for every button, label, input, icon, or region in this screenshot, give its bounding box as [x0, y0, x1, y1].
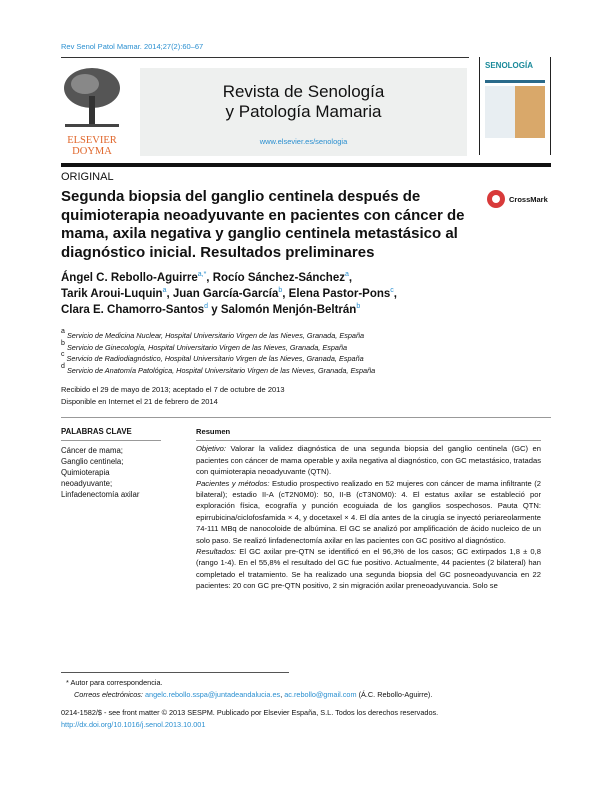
- journal-citation: Rev Senol Patol Mamar. 2014;27(2):60–67: [61, 42, 204, 51]
- journal-banner: [140, 68, 467, 156]
- author: Rocío Sánchez-Sánchez: [212, 272, 345, 284]
- author: Juan García-García: [172, 288, 279, 300]
- email-link[interactable]: angelc.rebollo.sspa@juntadeandalucia.es: [144, 690, 281, 699]
- article-dates: [61, 384, 551, 407]
- copyright: 0214-1582/$ - see front matter © 2013 SESPM. Publicado por Elsevier España, S.L. Todos los derechos reservados.: [61, 708, 439, 717]
- author-affiliation-mark[interactable]: c: [390, 287, 394, 294]
- author: Clara E. Chamorro-Santos: [61, 304, 205, 316]
- footer: [61, 707, 438, 730]
- author: Elena Pastor-Pons: [288, 288, 391, 300]
- author: Ángel C. Rebollo-Aguirre: [61, 272, 198, 284]
- keyword: Ganglio centinela;: [61, 457, 124, 466]
- divider: [61, 672, 289, 673]
- abstract-heading: Resumen: [196, 427, 231, 436]
- affiliations: [61, 330, 551, 376]
- author-affiliation-mark[interactable]: d: [204, 303, 209, 310]
- doi-link[interactable]: http://dx.doi.org/10.1016/j.senol.2013.10.001: [61, 719, 206, 729]
- author-list: Ángel C. Rebollo-Aguirre$^{a,*}$, Rocío Sánchez-Sánchez$^a$, Tarik Aroui-Luquin$^a$, Juan García-García$^b$, Elena Pastor-Pons$^c$, Clara E. Chamorro-Santos$^d$ y Salomón Menjón-Beltrán$^b$: [61, 271, 397, 316]
- crossmark-icon: [486, 189, 506, 209]
- keywords-heading: PALABRAS CLAVE: [61, 427, 132, 436]
- article-title: Segunda biopsia del ganglio centinela después de quimioterapia neoadyuvante en pacientes con cáncer de mama, axila negativa y ganglio centinela metastásico al diagnóstico inicial. Resultados preliminares: [61, 188, 465, 261]
- keywords: [61, 426, 161, 592]
- article-section: ORIGINAL: [61, 171, 114, 183]
- author-affiliation-mark[interactable]: a: [344, 271, 349, 278]
- keyword: Cáncer de mama;: [61, 446, 123, 455]
- elsevier-logo: [61, 66, 123, 158]
- affiliation: $^b$ Servicio de Ginecología, Hospital Universitario Virgen de las Nieves, Granada, España: [61, 339, 348, 352]
- author-affiliation-mark[interactable]: a,*: [197, 271, 207, 278]
- journal-cover: [479, 57, 551, 155]
- crossmark-button[interactable]: [486, 189, 548, 209]
- abstract-section: Resultados: El GC axilar pre-QTN se identificó en el 96,3% de los casos; GC extirpados 1,8 ± 0,8 (rango 1-4). En el 55,8% el resultado del GC fue positivo. Actualmente, 44 pacientes (2 bilateral) han completado el tratamiento. Se ha realizado una segunda biopsia del GC posneoadyuvancia en 22 pacientes: 20 con GC pre-QTN positivo, 2 sin migración axilar preneoadyuvancia. Solo se: [196, 547, 541, 591]
- affiliation: $^a$ Servicio de Medicina Nuclear, Hospital Universitario Virgen de las Nieves, Granada, España: [61, 328, 365, 340]
- header-bar: [61, 163, 551, 167]
- article-front-matter: [61, 171, 551, 592]
- footnote-text: Autor para correspondencia.: [70, 678, 163, 687]
- keyword: Linfadenectomía axilar: [61, 490, 140, 499]
- cover-title: SENOLOGÍA: [485, 61, 534, 70]
- divider: [61, 57, 469, 58]
- author: Salomón Menjón-Beltrán: [220, 304, 357, 316]
- author-affiliation-mark[interactable]: b: [278, 287, 283, 294]
- online-date: Disponible en Internet el 21 de febrero de 2014: [61, 396, 218, 406]
- affiliation: $^d$ Servicio de Anatomía Patológica, Hospital Universitario Virgen de las Nieves, Granada, España: [61, 362, 376, 375]
- tree-icon: [61, 66, 123, 130]
- abstract-section: Objetivo: Valorar la validez diagnóstica de una segunda biopsia del ganglio centinela (GC) en pacientes con cáncer de mama operable y axila negativa al diagnóstico, con GC metastásico, tratadas con quimioterapia neoadyuvante (QTN).: [196, 444, 541, 477]
- logo-text: ELSEVIER DOYMA: [67, 135, 117, 157]
- crossmark-label: CrossMark: [509, 194, 548, 204]
- abstract-section: Pacientes y métodos: Estudio prospectivo realizado en 52 mujeres con cáncer de mama infiltrante (2 bilateral); estadio II-A (cT2N0M0): 50, II-B (cT3N0M0): 4. El estatus axilar se estableció por exploración física, ecografía y punción ecoguiada de los ganglios sospechosos. Pauta QTN: epirrubicina/ciclofosfamida × 4, y docetaxel × 4. El día antes de la cirugía se inyectó periareolarmente 74-111 MBq de nanocoloide de albúmina. El GC se analizó por amplificación de ácido nucleico de un solo paso. Se realizó linfadenectomía axilar en las pacientes con GC positivo al diagnóstico.: [196, 478, 541, 545]
- journal-url[interactable]: www.elsevier.es/senologia: [259, 137, 348, 146]
- keyword: Quimioterapia neoadyuvante;: [61, 468, 113, 488]
- footnote: * Autor para correspondencia. Correos electrónicos: angelc.rebollo.sspa@juntadeandalucia.es, ac.rebollo@gmail.com (Á.C. Rebollo-Aguirre).: [66, 678, 433, 699]
- divider: [61, 417, 551, 418]
- affiliation: $^c$ Servicio de Radiodiagnóstico, Hospital Universitario Virgen de las Nieves, Granada, España: [61, 351, 364, 363]
- email-link[interactable]: ac.rebollo@gmail.com: [284, 690, 357, 699]
- author-affiliation-mark[interactable]: a: [162, 287, 167, 294]
- author-affiliation-mark[interactable]: b: [356, 303, 361, 310]
- abstract: [196, 426, 541, 592]
- journal-title: Revista de Senología y Patología Mamaria: [222, 82, 385, 121]
- received-date: Recibido el 29 de mayo de 2013; aceptado el 7 de octubre de 2013: [61, 385, 285, 394]
- author: Tarik Aroui-Luquin: [61, 288, 163, 300]
